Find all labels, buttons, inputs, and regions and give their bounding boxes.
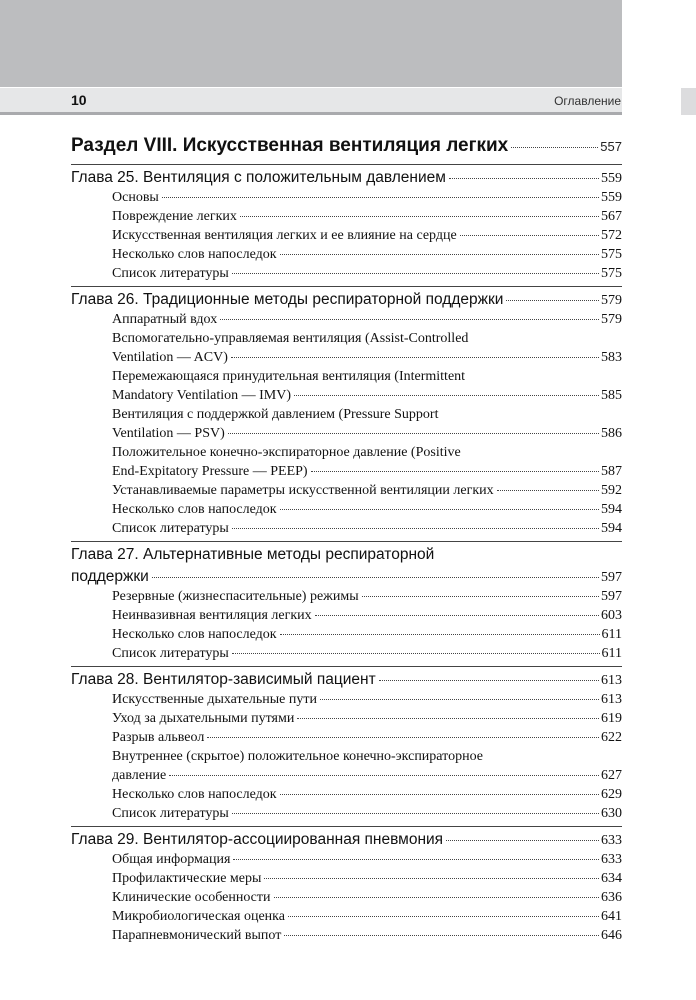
- leader-dots: [240, 216, 599, 217]
- leader-dots: [232, 273, 599, 274]
- leader-dots: [232, 653, 600, 654]
- toc-item-page: 629: [601, 787, 622, 802]
- toc-item[interactable]: [71, 766, 622, 785]
- toc-item-title: Общая информация: [112, 852, 231, 867]
- toc-item-title: End-Expitatory Pressure — PEEP): [112, 464, 308, 479]
- chapter-entry-title: поддержки: [71, 568, 149, 585]
- chapter-entry-page: 559: [601, 171, 622, 186]
- leader-dots: [284, 935, 599, 936]
- toc-item-title: Список литературы: [112, 646, 229, 661]
- toc-item[interactable]: [71, 226, 622, 245]
- toc-item[interactable]: [71, 690, 622, 709]
- toc-item[interactable]: [71, 728, 622, 747]
- toc-item[interactable]: [71, 606, 622, 625]
- section-title: Раздел VIII. Искусственная вентиляция легких: [71, 135, 509, 156]
- toc-item[interactable]: [71, 310, 622, 329]
- section-page: 557: [600, 139, 622, 154]
- toc-item-title: Список литературы: [112, 266, 229, 281]
- chapter-entry-title: Глава 26. Традиционные методы респираторной поддержки: [71, 291, 504, 308]
- toc-item-line1: Положительное конечно-экспираторное давление (Positive: [112, 445, 461, 460]
- chapter-entry-title: Глава 25. Вентиляция с положительным давлением: [71, 169, 446, 186]
- toc-item-page: 622: [601, 730, 622, 745]
- toc-item-title: Уход за дыхательными путями: [112, 711, 295, 726]
- toc-item-line1: Вспомогательно-управляемая вентиляция (Assist-Controlled: [112, 331, 469, 346]
- toc-item-line1: Перемежающаяся принудительная вентиляция (Intermittent: [112, 369, 466, 384]
- page-edge-strip: [681, 88, 696, 115]
- toc-item[interactable]: [71, 907, 622, 926]
- top-gray-band: [0, 0, 622, 87]
- toc-item[interactable]: [71, 188, 622, 207]
- leader-dots: [497, 490, 599, 491]
- leader-dots: [233, 859, 599, 860]
- toc-item-title: Устанавливаемые параметры искусственной вентиляции легких: [112, 483, 494, 498]
- leader-dots: [264, 878, 599, 879]
- leader-dots: [311, 471, 599, 472]
- leader-dots: [280, 509, 599, 510]
- leader-dots: [207, 737, 599, 738]
- chapter-entry[interactable]: [71, 168, 622, 188]
- leader-dots: [232, 813, 599, 814]
- toc-item[interactable]: [71, 207, 622, 226]
- leader-dots: [460, 235, 599, 236]
- toc-item-title: Аппаратный вдох: [112, 312, 218, 327]
- section-entry[interactable]: [71, 133, 622, 160]
- leader-dots: [506, 300, 599, 301]
- leader-dots: [162, 197, 599, 198]
- toc-item-title: Парапневмонический выпот: [112, 928, 282, 943]
- leader-dots: [446, 840, 599, 841]
- toc-item-page: 587: [601, 464, 622, 479]
- toc-item-title: Несколько слов напоследок: [112, 787, 277, 802]
- chapter-divider: [71, 666, 622, 667]
- leader-dots: [169, 775, 599, 776]
- header-rule: [0, 112, 622, 115]
- chapter-divider: [71, 286, 622, 287]
- toc-item-page: 636: [601, 890, 622, 905]
- toc-item-title: Список литературы: [112, 806, 229, 821]
- toc-item-page: 594: [601, 502, 622, 517]
- toc-item-page: 567: [601, 209, 622, 224]
- running-title: Оглавление: [554, 94, 621, 108]
- leader-dots: [280, 634, 600, 635]
- toc-item-page: 627: [601, 768, 622, 783]
- toc-item[interactable]: [71, 804, 622, 823]
- toc-item-page: 611: [601, 627, 622, 642]
- toc-item[interactable]: [71, 709, 622, 728]
- chapter-entry[interactable]: [71, 567, 622, 587]
- toc-item[interactable]: [71, 462, 622, 481]
- toc-item-page: 611: [601, 646, 622, 661]
- toc-item[interactable]: [71, 264, 622, 283]
- chapter-entry-page: 633: [601, 833, 622, 848]
- leader-dots: [220, 319, 599, 320]
- toc-item-page: 575: [601, 247, 622, 262]
- toc-item[interactable]: [71, 500, 622, 519]
- leader-dots: [231, 357, 599, 358]
- toc-item-title: Искусственная вентиляция легких и ее влияние на сердце: [112, 228, 457, 243]
- toc-item[interactable]: [71, 850, 622, 869]
- toc-item[interactable]: [71, 888, 622, 907]
- chapter-divider: [71, 541, 622, 542]
- leader-dots: [320, 699, 599, 700]
- chapter-entry-page: 579: [601, 293, 622, 308]
- toc-item-page: 579: [601, 312, 622, 327]
- toc-item-page: 592: [601, 483, 622, 498]
- toc-item-title: Несколько слов напоследок: [112, 502, 277, 517]
- chapter-entry-line1: Глава 27. Альтернативные методы респираторной: [71, 546, 435, 563]
- leader-dots: [315, 615, 599, 616]
- leader-dots: [511, 147, 598, 148]
- chapter-divider: [71, 826, 622, 827]
- toc-item[interactable]: [71, 644, 622, 663]
- header-strip: [0, 88, 622, 112]
- chapter-entry-page: 597: [601, 570, 622, 585]
- toc-item-page: 603: [601, 608, 622, 623]
- toc-item[interactable]: [71, 587, 622, 606]
- toc-item[interactable]: [71, 519, 622, 538]
- toc-item[interactable]: [71, 785, 622, 804]
- toc-item-title: Ventilation — ACV): [112, 350, 228, 365]
- toc-item-title: Несколько слов напоследок: [112, 247, 277, 262]
- toc-item-page: 641: [601, 909, 622, 924]
- toc-item-line1: Внутреннее (скрытое) положительное конечно-экспираторное: [112, 749, 483, 764]
- chapter-entry-title: Глава 28. Вентилятор-зависимый пациент: [71, 671, 376, 688]
- toc-item-page: 572: [601, 228, 622, 243]
- toc-item-page: 634: [601, 871, 622, 886]
- toc-item-page: 597: [601, 589, 622, 604]
- leader-dots: [449, 178, 599, 179]
- chapter-entry[interactable]: [71, 830, 622, 850]
- leader-dots: [288, 916, 599, 917]
- toc-item[interactable]: [71, 625, 622, 644]
- leader-dots: [362, 596, 599, 597]
- toc-item[interactable]: [71, 481, 622, 500]
- leader-dots: [228, 433, 599, 434]
- toc-item-title: Повреждение легких: [112, 209, 237, 224]
- chapter-entry-page: 613: [601, 673, 622, 688]
- toc-item-page: 575: [601, 266, 622, 281]
- toc-item-title: Клинические особенности: [112, 890, 271, 905]
- chapter-entry-title: Глава 29. Вентилятор-ассоциированная пневмония: [71, 831, 444, 848]
- toc-item-page: 646: [601, 928, 622, 943]
- chapter-entry[interactable]: [71, 670, 622, 690]
- table-of-contents: [71, 133, 622, 945]
- toc-item-title: Резервные (жизнеспасительные) режимы: [112, 589, 359, 604]
- toc-item-title: Профилактические меры: [112, 871, 262, 886]
- toc-item[interactable]: [71, 245, 622, 264]
- page-number: 10: [71, 92, 87, 108]
- toc-item-line1: Вентиляция с поддержкой давлением (Pressure Support: [112, 407, 439, 422]
- toc-item-page: 585: [601, 388, 622, 403]
- toc-item-title: Mandatory Ventilation — IMV): [112, 388, 291, 403]
- toc-item-title: давление: [112, 768, 167, 783]
- toc-item[interactable]: [71, 424, 622, 443]
- leader-dots: [274, 897, 600, 898]
- toc-item[interactable]: [71, 869, 622, 888]
- toc-item-title: Список литературы: [112, 521, 229, 536]
- toc-item-title: Искусственные дыхательные пути: [112, 692, 317, 707]
- chapter-divider: [71, 164, 622, 165]
- chapter-entry[interactable]: [71, 290, 622, 310]
- toc-item-title: Основы: [112, 190, 159, 205]
- leader-dots: [294, 395, 599, 396]
- toc-item-title: Неинвазивная вентиляция легких: [112, 608, 312, 623]
- leader-dots: [379, 680, 599, 681]
- toc-item-page: 613: [601, 692, 622, 707]
- toc-item[interactable]: [71, 926, 622, 945]
- toc-item-title: Микробиологическая оценка: [112, 909, 285, 924]
- leader-dots: [232, 528, 599, 529]
- toc-item-page: 630: [601, 806, 622, 821]
- toc-item-page: 633: [601, 852, 622, 867]
- leader-dots: [280, 254, 599, 255]
- toc-item-page: 619: [601, 711, 622, 726]
- leader-dots: [297, 718, 599, 719]
- leader-dots: [152, 577, 599, 578]
- toc-item-title: Разрыв альвеол: [112, 730, 205, 745]
- toc-item-page: 586: [601, 426, 622, 441]
- toc-item-title: Несколько слов напоследок: [112, 627, 277, 642]
- toc-item-page: 559: [601, 190, 622, 205]
- toc-item[interactable]: [71, 348, 622, 367]
- toc-item-page: 583: [601, 350, 622, 365]
- leader-dots: [280, 794, 599, 795]
- toc-item-title: Ventilation — PSV): [112, 426, 225, 441]
- toc-item-page: 594: [601, 521, 622, 536]
- toc-item[interactable]: [71, 386, 622, 405]
